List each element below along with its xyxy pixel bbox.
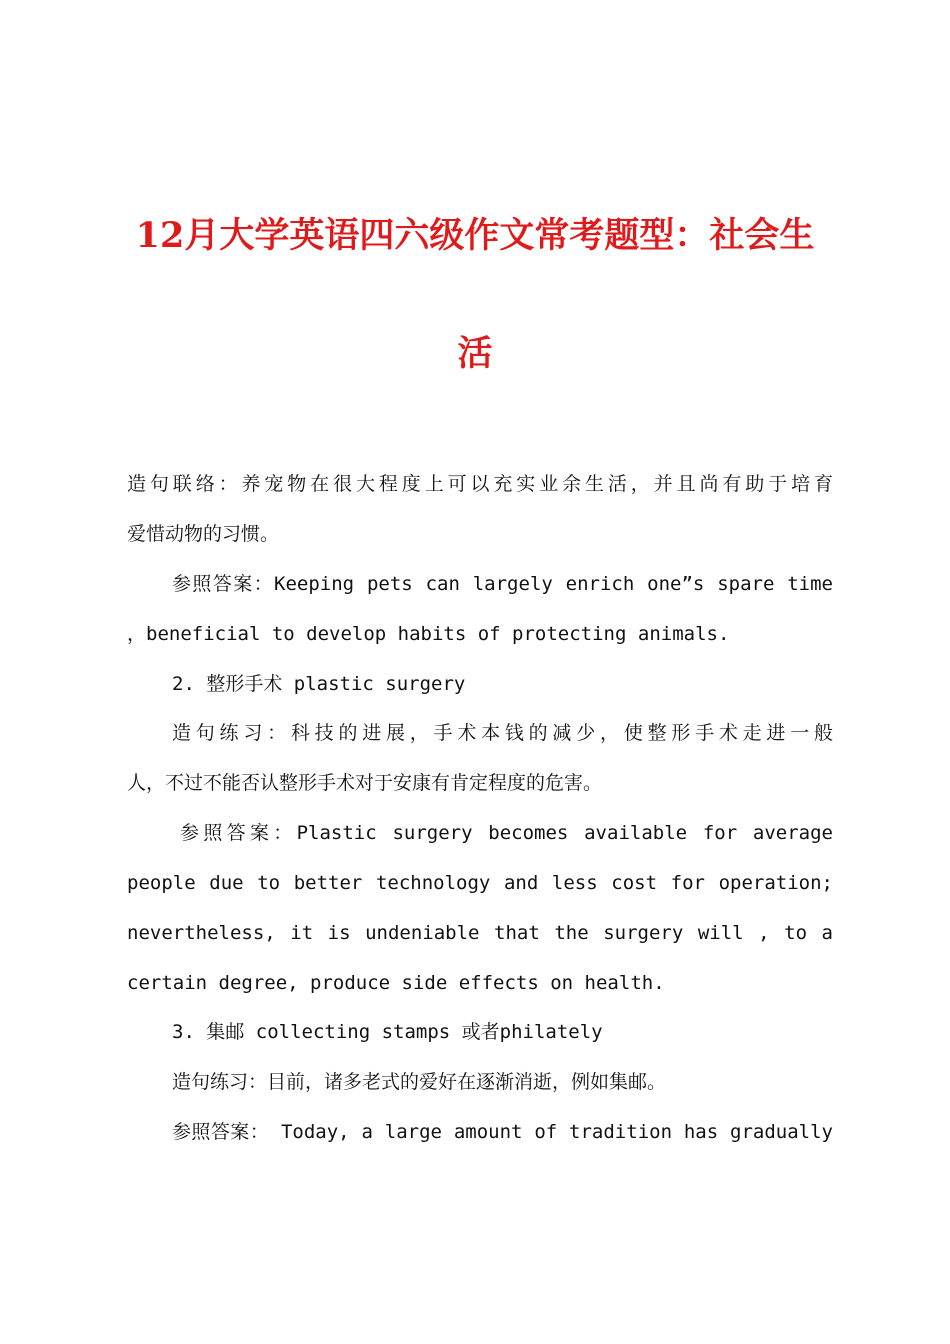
paragraph-line: 造句练习：目前，诸多老式的爱好在逐渐消逝，例如集邮。 <box>172 1071 667 1093</box>
paragraph-line: nevertheless, it is undeniable that the surgery will , to a <box>127 922 833 944</box>
paragraph-line: 参照答案：Plastic surgery becomes available for average <box>180 822 833 844</box>
document-title-line-2: 活 <box>457 333 493 374</box>
paragraph-line: people due to better technology and less cost for operation; <box>127 872 833 894</box>
paragraph-line: 参照答案：Keeping pets can largely enrich one”s spare time <box>172 573 833 595</box>
document-title-line-1: 12月大学英语四六级作文常考题型：社会生 <box>135 215 815 256</box>
item-heading: 2. 整形手术 plastic surgery <box>172 673 466 695</box>
paragraph-line: certain degree, produce side effects on health. <box>127 972 665 994</box>
item-heading: 3. 集邮 collecting stamps 或者philately <box>172 1021 603 1043</box>
paragraph-line: 爱惜动物的习惯。 <box>127 523 280 545</box>
paragraph-line: ，beneficial to develop habits of protecting animals. <box>127 623 730 645</box>
paragraph-line: 人，不过不能否认整形手术对于安康有肯定程度的危害。 <box>127 772 603 794</box>
paragraph-line: 造句联络：养宠物在很大程度上可以充实业余生活，并且尚有助于培育 <box>127 473 833 495</box>
paragraph-line: 参照答案： Today, a large amount of tradition has gradually <box>172 1121 833 1143</box>
paragraph-line: 造句练习：科技的进展，手术本钱的减少，使整形手术走进一般 <box>172 722 833 744</box>
